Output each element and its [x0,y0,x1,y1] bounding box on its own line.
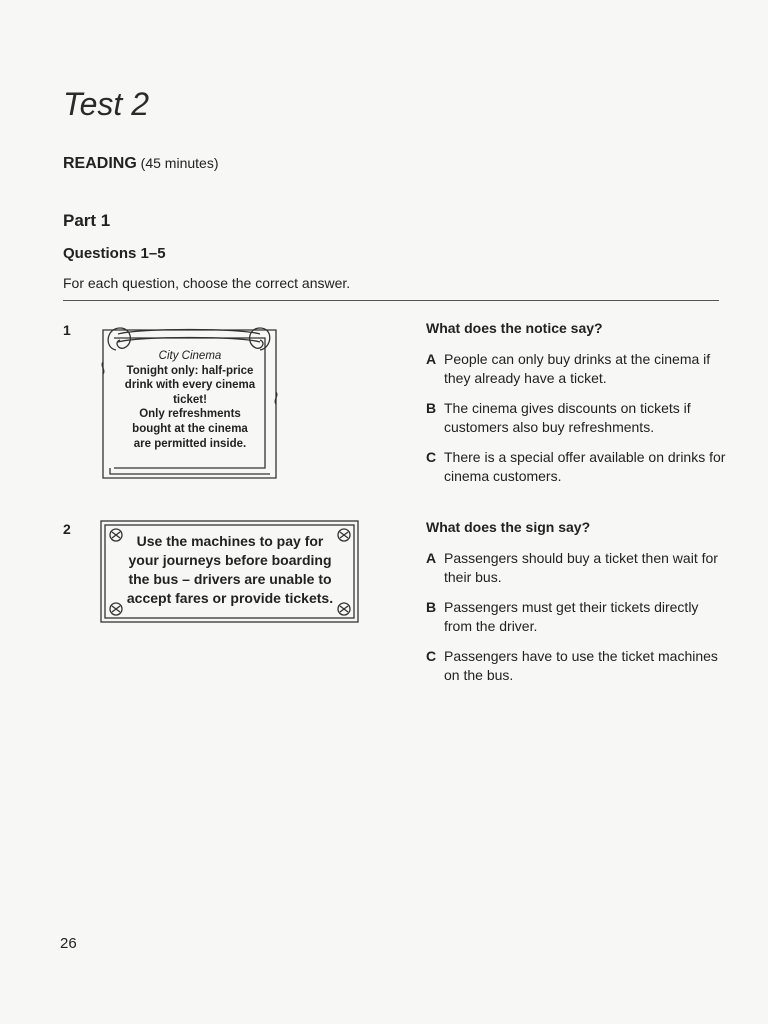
question-1-number: 1 [63,322,71,338]
question-1-option-a[interactable] [426,350,726,388]
sign-line: accept fares or provide tickets. [126,590,334,606]
option-text: The cinema gives discounts on tickets if customers also buy refreshments. [444,400,691,435]
sign-line: your journeys before boarding [128,552,332,568]
test-title: Test 2 [63,86,149,122]
notice-title: City Cinema [158,350,222,362]
notice-content [114,349,266,451]
sign-line: Use the machines to pay for [136,533,324,549]
question-2-number: 2 [63,521,71,537]
option-letter: C [426,648,437,664]
questions-range: Questions 1–5 [63,245,166,262]
option-letter: C [426,449,437,465]
option-text: Passengers should buy a ticket then wait for their bus. [444,550,718,585]
option-letter: B [426,400,437,416]
option-text: Passengers must get their tickets directly from the driver. [444,599,699,634]
option-letter: A [426,351,437,367]
option-text: People can only buy drinks at the cinema if they already have a ticket. [444,351,711,386]
question-1-prompt: What does the notice say? [426,320,603,336]
question-1-option-c[interactable] [426,448,726,486]
question-2-option-b[interactable] [426,598,726,636]
divider-rule [63,300,719,301]
question-2-option-c[interactable] [426,647,726,685]
notice-line: are permitted inside. [133,437,247,450]
option-letter: B [426,599,437,615]
question-2-prompt: What does the sign say? [426,519,591,535]
question-2-sign [100,520,360,624]
notice-line: ticket! [173,393,207,406]
part-title: Part 1 [63,211,111,230]
notice-line: Only refreshments [139,408,241,421]
question-1-notice [100,322,280,482]
section-label: READING [63,155,137,172]
question-1-option-b[interactable] [426,399,726,437]
sign-line: the bus – drivers are unable to [128,571,332,587]
option-letter: A [426,550,437,566]
page-number: 26 [60,935,77,952]
section-duration: (45 minutes) [140,155,219,171]
section-heading [63,155,218,173]
sign-content [110,532,350,608]
instruction-text: For each question, choose the correct answer. [63,275,351,291]
notice-line: drink with every cinema [124,379,256,392]
option-text: Passengers have to use the ticket machines on the bus. [444,648,718,683]
question-2-option-a[interactable] [426,549,726,587]
notice-line: Tonight only: half-price [126,364,254,377]
notice-line: bought at the cinema [132,422,248,435]
option-text: There is a special offer available on drinks for cinema customers. [444,449,726,484]
